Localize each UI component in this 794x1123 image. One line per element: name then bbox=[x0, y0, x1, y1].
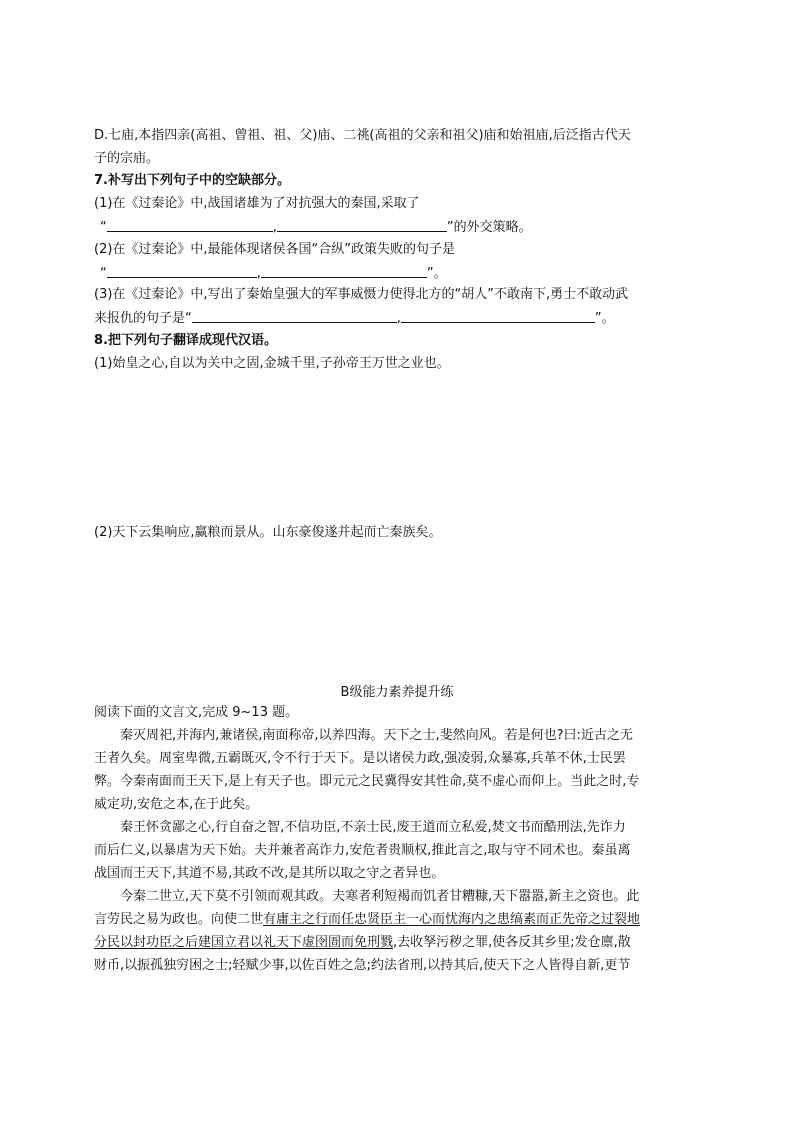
q7-item-3-tail: ”。 bbox=[594, 311, 615, 326]
q7-item-2-open-quote: “ bbox=[100, 266, 107, 281]
passage-p2-line-3: 战国而王天下,其道不易,其政不改,是其所以取之守之者异也。 bbox=[94, 866, 445, 881]
q8-item-1: (1)始皇之心,自以为关中之固,金城千里,子孙帝王万世之业也。 bbox=[94, 356, 450, 371]
q7-item-3-head: 来报仇的句子是“ bbox=[94, 311, 192, 326]
q7-item-2-line-1: (2)在《过秦论》中,最能体现诸侯各国“合纵”政策失败的句子是 bbox=[94, 242, 456, 257]
option-d-line-1: D.七庙,本指四亲(高祖、曾祖、祖、父)庙、二祧(高祖的父亲和祖父)庙和始祖庙,后泛指古代天 bbox=[94, 128, 631, 143]
passage-p2-line-1: 秦王怀贪鄙之心,行自奋之智,不信功臣,不亲士民,废王道而立私爱,焚文书而酷刑法,先诈力 bbox=[120, 820, 626, 835]
passage-p2-line-2: 而后仁义,以暴虐为天下始。夫并兼者高诈力,安危者贵顺权,推此言之,取与守不同术也。秦虽离 bbox=[94, 843, 631, 858]
passage-p1-line-3: 弊。今秦南面而王天下,是上有天子也。即元元之民冀得安其性命,莫不虚心而仰上。当此之时,专 bbox=[94, 774, 640, 789]
passage-p1-line-4: 威定功,安危之本,在于此矣。 bbox=[94, 797, 259, 812]
passage-p3-line-4: 财币,以振孤独穷困之士;轻赋少事,以佐百姓之急;约法省刑,以持其后,使天下之人皆得自新,更节 bbox=[94, 958, 631, 973]
option-d-line-2: 子的宗庙。 bbox=[94, 151, 160, 166]
passage-underlined-sentence-part-1: 有庸主之行而任忠贤臣主一心而忧海内之患缟素而正先帝之过裂地 bbox=[263, 912, 641, 927]
passage-p1-line-1: 秦灭周祀,并海内,兼诸侯,南面称帝,以养四海。天下之士,斐然向风。若是何也?曰:近古之无 bbox=[120, 728, 633, 743]
q7-item-2-blank-1[interactable] bbox=[107, 264, 257, 278]
passage-p1-line-2: 王者久矣。周室卑微,五霸既灭,令不行于天下。是以诸侯力政,强凌弱,众暴寡,兵革不休,士民罢 bbox=[94, 751, 626, 766]
q7-item-3-blank-2[interactable] bbox=[401, 309, 595, 323]
q7-item-1-line-1: (1)在《过秦论》中,战国诸雄为了对抗强大的秦国,采取了 bbox=[94, 196, 420, 211]
q7-item-3-line-1: (3)在《过秦论》中,写出了秦始皇强大的军事威慑力使得北方的“胡人”不敢南下,勇士不敢动武 bbox=[94, 287, 629, 302]
q7-item-3-blank-1[interactable] bbox=[192, 309, 397, 323]
passage-p3-line-2 bbox=[94, 911, 640, 929]
q7-item-3-line-2 bbox=[94, 309, 615, 327]
question-7-title: 7.补写出下列句子中的空缺部分。 bbox=[94, 173, 290, 188]
q7-item-1-tail: ”的外交策略。 bbox=[446, 220, 532, 235]
passage-p3-line-2-text: 言劳民之易为政也。向使二世 bbox=[94, 912, 264, 927]
q7-item-1-comma: , bbox=[272, 220, 277, 235]
q7-item-2-tail: ”。 bbox=[426, 266, 447, 281]
q7-item-1-open-quote: “ bbox=[100, 220, 107, 235]
q8-item-2: (2)天下云集响应,赢粮而景从。山东豪俊遂并起而亡秦族矣。 bbox=[94, 525, 442, 540]
question-8-title: 8.把下列句子翻译成现代汉语。 bbox=[94, 333, 277, 348]
passage-p3-line-1: 今秦二世立,天下莫不引领而观其政。夫寒者利短褐而饥者甘糟糠,天下嚣嚣,新主之资也。此 bbox=[120, 889, 640, 904]
q7-item-2-line-2 bbox=[100, 264, 447, 282]
q7-item-3-comma: , bbox=[396, 311, 401, 326]
q7-item-1-blank-1[interactable] bbox=[107, 218, 273, 232]
q7-item-2-comma: , bbox=[256, 266, 261, 281]
q7-item-2-blank-2[interactable] bbox=[261, 264, 427, 278]
q7-item-1-blank-2[interactable] bbox=[277, 218, 447, 232]
section-b-title: B级能力素养提升练 bbox=[340, 685, 454, 700]
q7-item-1-line-2 bbox=[100, 218, 532, 236]
passage-underlined-sentence-part-2: 分民以封功臣之后建国立君以礼天下虚囹圄而免刑戮 bbox=[94, 935, 394, 950]
section-b-instruction: 阅读下面的文言文,完成 9~13 题。 bbox=[94, 705, 299, 720]
passage-p3-line-3-text: ,去收孥污秽之罪,使各反其乡里;发仓廪,散 bbox=[393, 935, 631, 950]
passage-p3-line-3 bbox=[94, 934, 631, 952]
